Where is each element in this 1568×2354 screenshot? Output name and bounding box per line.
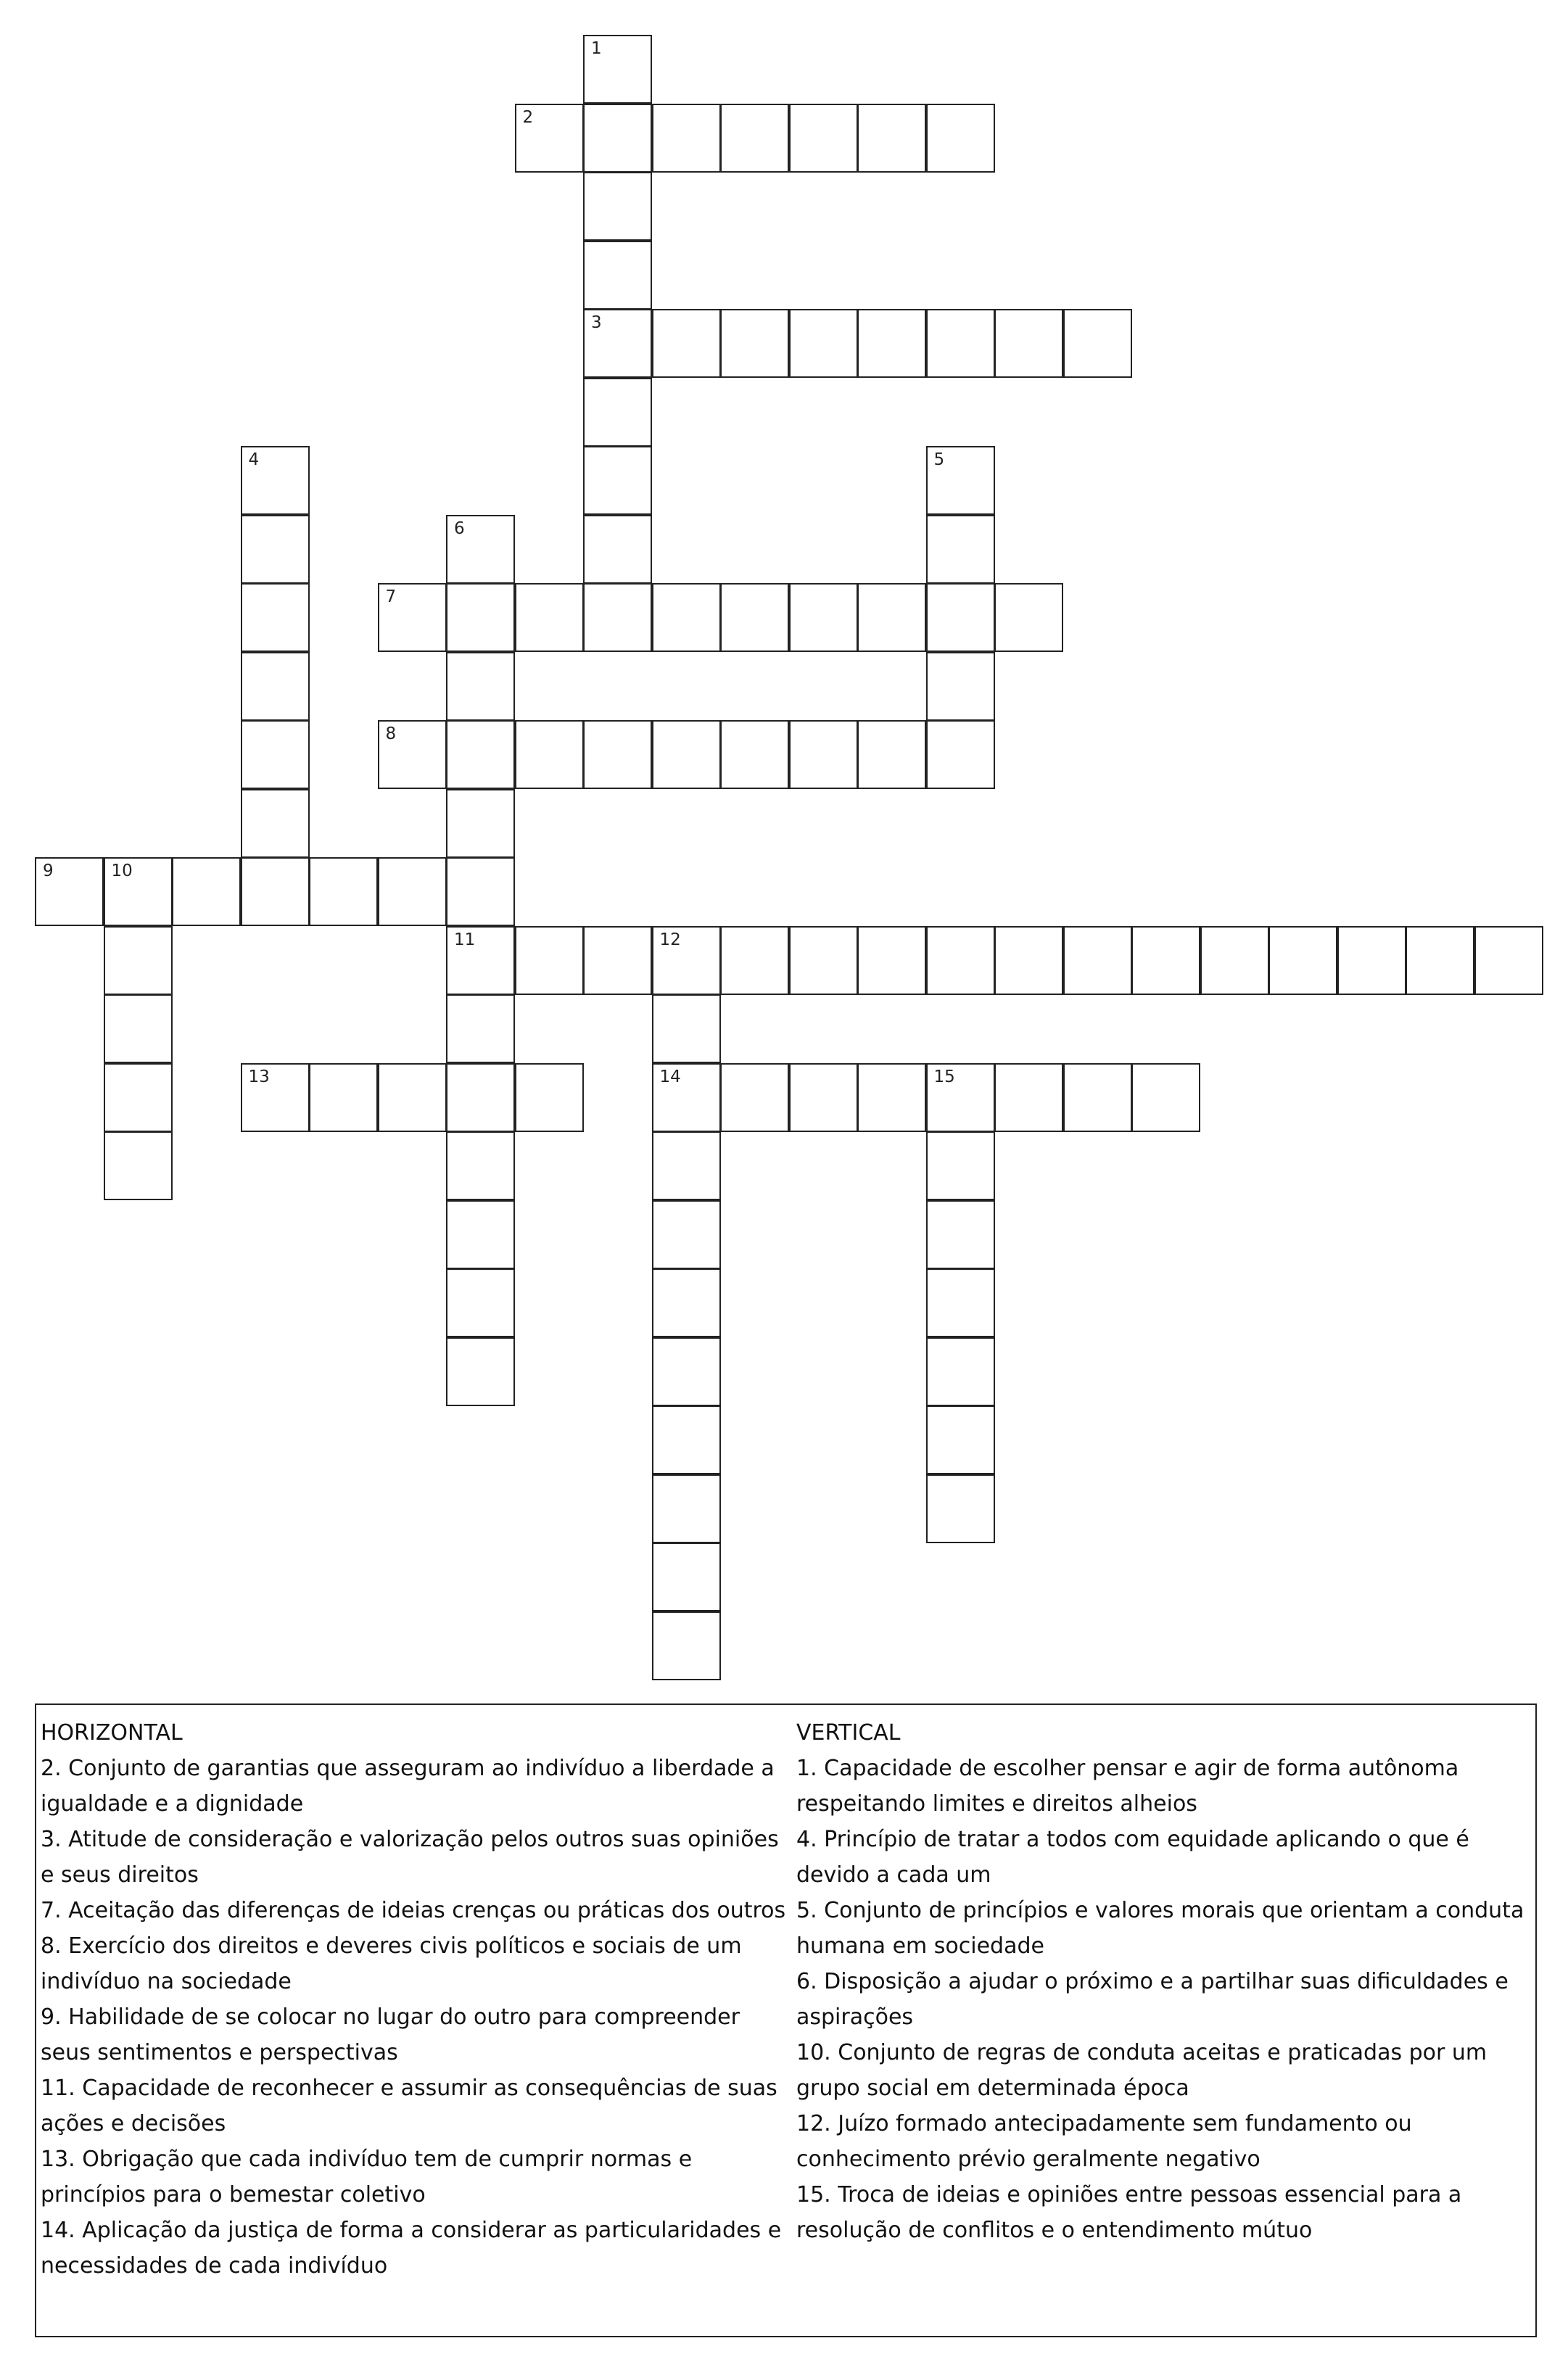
grid-cell[interactable] [583,172,652,241]
clue-number-8: 8 [385,724,397,743]
grid-cell[interactable] [583,309,652,378]
clue-number-13: 13 [248,1067,270,1086]
grid-cell[interactable] [926,104,995,173]
grid-cell[interactable] [1063,926,1132,995]
clue-number-7: 7 [385,587,397,606]
grid-cell[interactable] [1200,926,1269,995]
grid-cell[interactable] [926,1268,995,1337]
clue-number-11: 11 [454,930,476,949]
grid-cell[interactable] [104,994,173,1063]
vertical-clues [796,1715,1530,2248]
grid-cell[interactable] [652,926,721,995]
grid-cell[interactable] [652,309,721,378]
clue-number-2: 2 [522,107,534,127]
grid-cell[interactable] [241,652,310,721]
grid-cell[interactable] [446,926,515,995]
horizontal-title: HORIZONTAL [41,1720,183,1746]
grid-cell[interactable] [926,1063,995,1132]
grid-cell[interactable] [926,309,995,378]
grid-cell[interactable] [104,926,173,995]
vertical-clue-5: 5. Conjunto de princípios e valores morais que orientam a conduta humana em sociedade [796,1898,1524,1959]
grid-cell[interactable] [926,720,995,789]
clue-number-3: 3 [591,313,602,332]
grid-cell[interactable] [446,720,515,789]
grid-cell[interactable] [35,857,104,926]
grid-cell[interactable] [446,652,515,721]
grid-cell[interactable] [378,583,447,652]
grid-cell[interactable] [515,1063,584,1132]
horizontal-clue-2: 2. Conjunto de garantias que asseguram ao indivíduo a liberdade a igualdade e a dignidade [41,1756,775,1817]
vertical-clue-4: 4. Princípio de tratar a todos com equidade aplicando o que é devido a cada um [796,1827,1469,1888]
grid-cell[interactable] [1063,1063,1132,1132]
grid-cell[interactable] [1337,926,1406,995]
clue-number-1: 1 [591,39,602,58]
clue-number-5: 5 [933,450,945,469]
grid-cell[interactable] [926,652,995,721]
grid-cell[interactable] [789,309,858,378]
horizontal-clue-11: 11. Capacidade de reconhecer e assumir as consequências de suas ações e decisões [41,2076,777,2136]
grid-cell[interactable] [241,583,310,652]
grid-cell[interactable] [857,309,926,378]
horizontal-clue-14: 14. Aplicação da justiça de forma a considerar as particularidades e necessidades de cada indivíduo [41,2218,782,2279]
grid-cell[interactable] [789,1063,858,1132]
grid-cell[interactable] [789,583,858,652]
grid-cell[interactable] [994,583,1063,652]
grid-cell[interactable] [515,720,584,789]
grid-cell[interactable] [926,1200,995,1269]
vertical-clue-12: 12. Juízo formado antecipadamente sem fundamento ou conhecimento prévio geralmente negativo [796,2111,1412,2172]
grid-cell[interactable] [1063,309,1132,378]
grid-cell[interactable] [104,1131,173,1200]
grid-cell[interactable] [652,1337,721,1406]
vertical-title: VERTICAL [796,1720,901,1746]
grid-cell[interactable] [1474,926,1543,995]
grid-cell[interactable] [652,1131,721,1200]
vertical-clue-6: 6. Disposição a ajudar o próximo e a partilhar suas dificuldades e aspirações [796,1969,1509,2030]
grid-cell[interactable] [446,857,515,926]
grid-cell[interactable] [446,1131,515,1200]
grid-cell[interactable] [720,926,789,995]
grid-cell[interactable] [926,1131,995,1200]
grid-cell[interactable] [583,241,652,310]
clue-number-9: 9 [43,862,54,880]
grid-cell[interactable] [309,1063,378,1132]
grid-cell[interactable] [926,1337,995,1406]
grid-cell[interactable] [583,720,652,789]
grid-cell[interactable] [583,515,652,584]
grid-cell[interactable] [515,926,584,995]
grid-cell[interactable] [926,926,995,995]
grid-cell[interactable] [720,309,789,378]
grid-cell[interactable] [446,1337,515,1406]
horizontal-clue-3: 3. Atitude de consideração e valorização pelos outros suas opiniões e seus direitos [41,1827,779,1888]
grid-cell[interactable] [652,1543,721,1611]
grid-cell[interactable] [1268,926,1337,995]
grid-cell[interactable] [583,583,652,652]
clue-number-14: 14 [659,1067,681,1086]
grid-cell[interactable] [1131,1063,1200,1132]
grid-cell[interactable] [926,1474,995,1543]
grid-cell[interactable] [789,926,858,995]
grid-cell[interactable] [1406,926,1474,995]
grid-cell[interactable] [789,104,858,173]
grid-cell[interactable] [583,926,652,995]
grid-cell[interactable] [446,515,515,584]
grid-cell[interactable] [857,104,926,173]
grid-cell[interactable] [652,994,721,1063]
grid-cell[interactable] [720,583,789,652]
grid-cell[interactable] [789,720,858,789]
vertical-clue-15: 15. Troca de ideias e opiniões entre pessoas essencial para a resolução de conflitos e o entendimento mútuo [796,2182,1462,2243]
grid-cell[interactable] [378,857,447,926]
grid-cell[interactable] [583,378,652,447]
grid-cell[interactable] [652,1200,721,1269]
grid-cell[interactable] [172,857,241,926]
grid-cell[interactable] [241,515,310,584]
grid-cell[interactable] [926,515,995,584]
grid-cell[interactable] [446,583,515,652]
clue-number-4: 4 [248,450,260,469]
horizontal-clue-8: 8. Exercício dos direitos e deveres civis políticos e sociais de um indivíduo na sociedade [41,1933,742,1994]
grid-cell[interactable] [857,583,926,652]
grid-cell[interactable] [652,1611,721,1680]
grid-cell[interactable] [652,1474,721,1543]
grid-cell[interactable] [446,1268,515,1337]
grid-cell[interactable] [309,857,378,926]
horizontal-clue-13: 13. Obrigação que cada indivíduo tem de cumprir normas e princípios para o bemestar coletivo [41,2147,693,2208]
grid-cell[interactable] [378,1063,447,1132]
vertical-clue-1: 1. Capacidade de escolher pensar e agir de forma autônoma respeitando limites e direitos alheios [796,1756,1459,1817]
clue-box [35,1703,1537,2337]
grid-cell[interactable] [926,1405,995,1474]
grid-cell[interactable] [926,446,995,515]
horizontal-clues [41,1715,788,2284]
grid-cell[interactable] [515,583,584,652]
grid-cell[interactable] [652,720,721,789]
grid-cell[interactable] [857,720,926,789]
clue-number-6: 6 [454,519,465,538]
horizontal-clue-9: 9. Habilidade de se colocar no lugar do outro para compreender seus sentimentos e perspectivas [41,2004,740,2065]
grid-cell[interactable] [583,446,652,515]
grid-cell[interactable] [994,926,1063,995]
grid-cell[interactable] [720,1063,789,1132]
grid-cell[interactable] [446,994,515,1063]
grid-cell[interactable] [446,1063,515,1132]
grid-cell[interactable] [652,104,721,173]
grid-cell[interactable] [104,1063,173,1132]
grid-cell[interactable] [583,35,652,104]
grid-cell[interactable] [857,926,926,995]
grid-cell[interactable] [104,857,173,926]
grid-cell[interactable] [720,720,789,789]
clue-number-15: 15 [933,1067,955,1086]
grid-cell[interactable] [652,583,721,652]
grid-cell[interactable] [241,1063,310,1132]
grid-cell[interactable] [446,789,515,858]
clue-number-10: 10 [111,862,133,880]
grid-cell[interactable] [720,104,789,173]
clue-number-12: 12 [659,930,681,949]
grid-cell[interactable] [652,1268,721,1337]
grid-cell[interactable] [515,104,584,173]
grid-cell[interactable] [241,789,310,858]
grid-cell[interactable] [378,720,447,789]
grid-cell[interactable] [446,1200,515,1269]
grid-cell[interactable] [926,583,995,652]
grid-cell[interactable] [994,309,1063,378]
grid-cell[interactable] [583,104,652,173]
grid-cell[interactable] [652,1063,721,1132]
grid-cell[interactable] [241,857,310,926]
grid-cell[interactable] [652,1405,721,1474]
grid-cell[interactable] [994,1063,1063,1132]
grid-cell[interactable] [857,1063,926,1132]
grid-cell[interactable] [241,720,310,789]
grid-cell[interactable] [241,446,310,515]
grid-cell[interactable] [1131,926,1200,995]
vertical-clue-10: 10. Conjunto de regras de conduta aceitas e praticadas por um grupo social em determinada época [796,2040,1487,2101]
horizontal-clue-7: 7. Aceitação das diferenças de ideias crenças ou práticas dos outros [41,1898,786,1923]
